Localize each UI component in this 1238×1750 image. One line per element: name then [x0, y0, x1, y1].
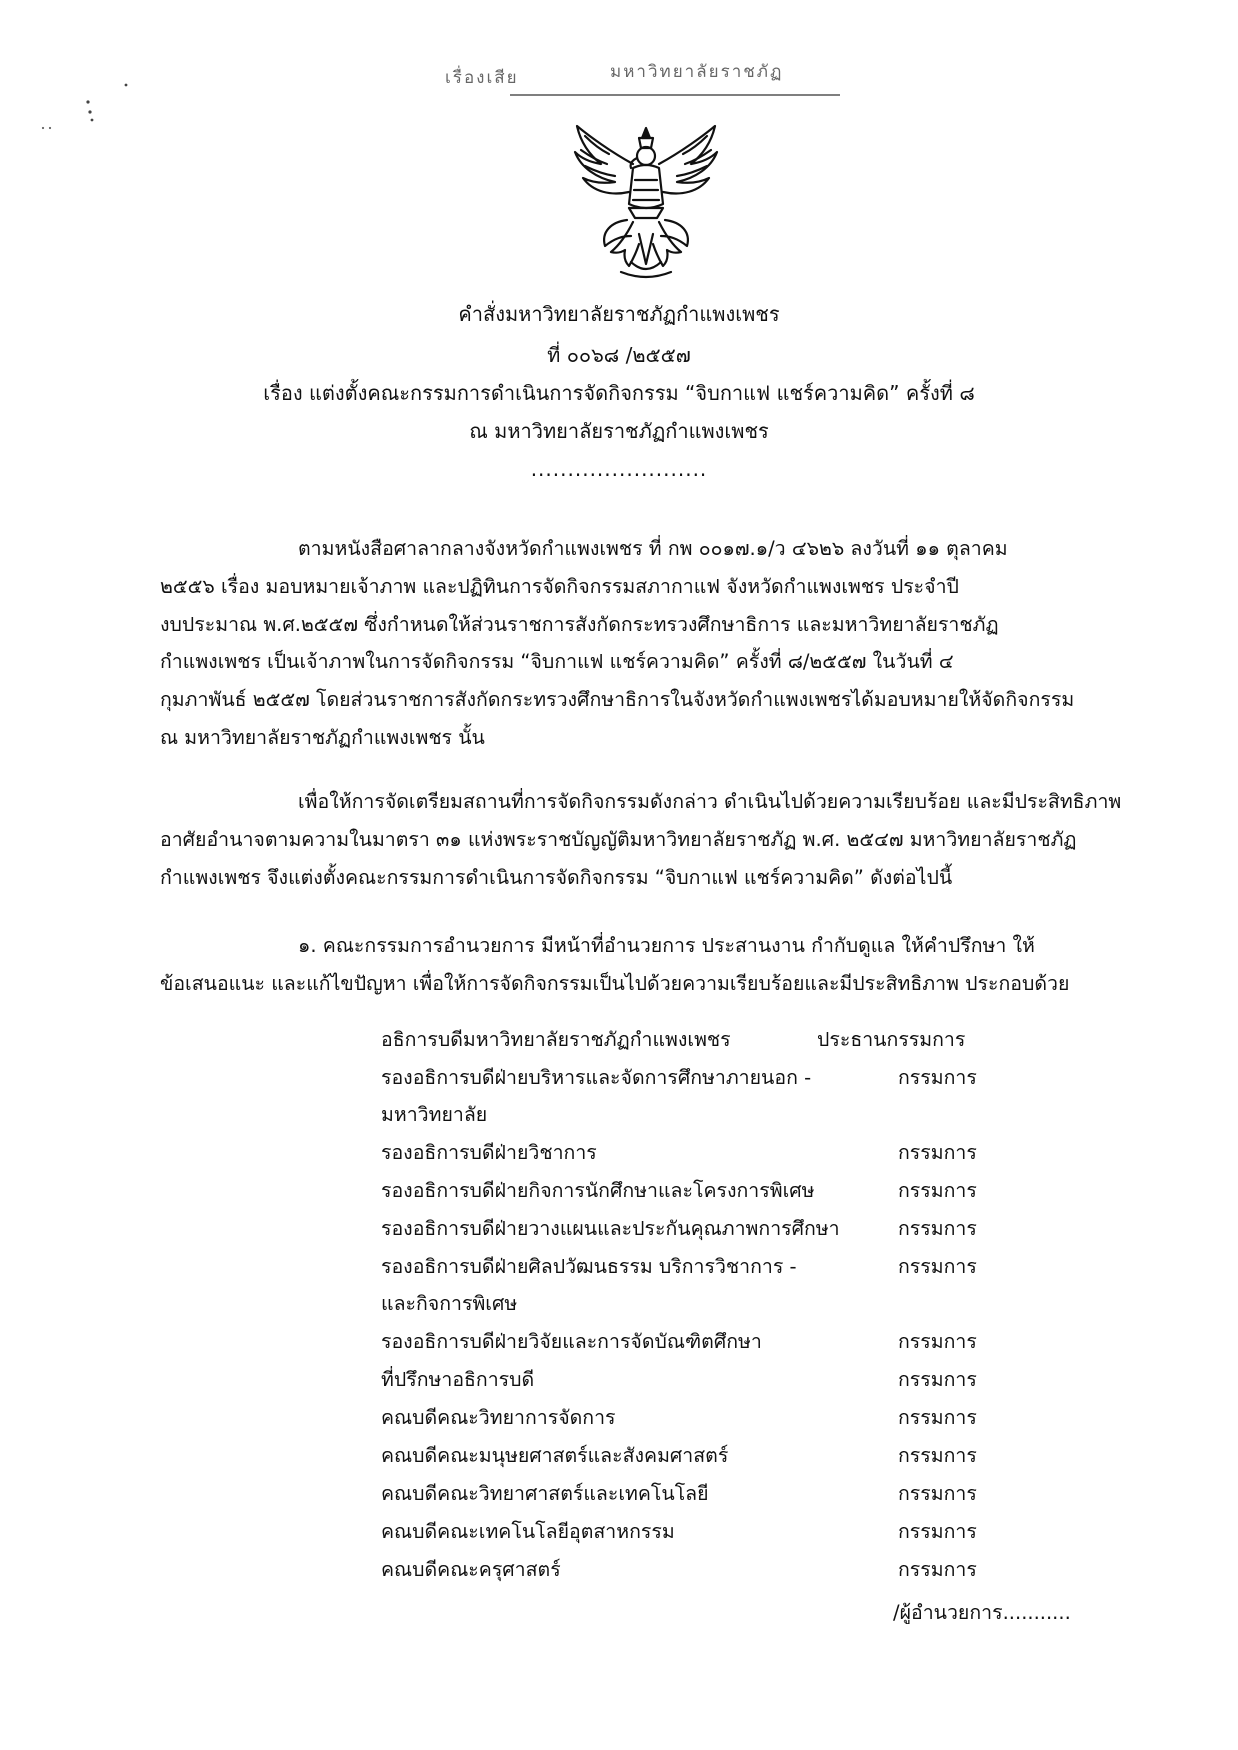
- stamp-underline: [510, 94, 840, 96]
- committee-row: [381, 1248, 1081, 1323]
- paragraph-line: กำแพงเพชร เป็นเจ้าภาพในการจัดกิจกรรม “จิบกาแฟ แชร์ความคิด” ครั้งที่ ๘/๒๕๕๗ ในวันที่ ๔: [160, 650, 954, 674]
- member-position-line2: และกิจการพิเศษ: [381, 1292, 518, 1315]
- paragraph-line: เพื่อให้การจัดเตรียมสถานที่การจัดกิจกรรมดังกล่าว ดำเนินไปด้วยความเรียบร้อย และมีประสิทธิภาพ: [298, 790, 1122, 813]
- receipt-stamp: [445, 50, 915, 100]
- member-role: กรรมการ: [898, 1330, 977, 1353]
- committee-row: [381, 1210, 1081, 1248]
- order-subject: เรื่อง แต่งตั้งคณะกรรมการดำเนินการจัดกิจกรรม “จิบกาแฟ แชร์ความคิด” ครั้งที่ ๘: [263, 381, 975, 405]
- committee-row: [381, 1475, 1081, 1513]
- committee-list: [381, 1021, 1081, 1589]
- paragraph-line: อาศัยอำนาจตามความในมาตรา ๓๑ แห่งพระราชบัญญัติมหาวิทยาลัยราชภัฏ พ.ศ. ๒๕๔๗ มหาวิทยาลัยราชภัฏ: [160, 827, 1077, 851]
- member-role: กรรมการ: [898, 1217, 977, 1240]
- member-position: คณบดีคณะเทคโนโลยีอุตสาหกรรม: [381, 1520, 675, 1543]
- member-role: กรรมการ: [898, 1179, 977, 1202]
- member-role: กรรมการ: [898, 1255, 977, 1278]
- member-position: รองอธิการบดีฝ่ายกิจการนักศึกษาและโครงการพิเศษ: [381, 1179, 815, 1202]
- paragraph-authority: [160, 783, 1122, 896]
- paragraph-line: ตามหนังสือศาลากลางจังหวัดกำแพงเพชร ที่ กพ ๐๐๑๗.๑/ว ๔๖๒๖ ลงวันที่ ๑๑ ตุลาคม: [298, 537, 1008, 560]
- scan-specks: [40, 80, 160, 160]
- member-role: ประธานกรรมการ: [817, 1028, 966, 1051]
- committee-row: [381, 1437, 1081, 1475]
- member-role: กรรมการ: [898, 1066, 977, 1089]
- committee-row: [381, 1134, 1081, 1172]
- paragraph-line: ๒๕๕๖ เรื่อง มอบหมายเจ้าภาพ และปฏิทินการจัดกิจกรรมสภากาแฟ จังหวัดกำแพงเพชร ประจำปี: [160, 574, 959, 598]
- committee-row: [381, 1059, 1081, 1134]
- member-position: คณบดีคณะมนุษยศาสตร์และสังคมศาสตร์: [381, 1444, 729, 1467]
- member-position: อธิการบดีมหาวิทยาลัยราชภัฏกำแพงเพชร: [381, 1028, 731, 1051]
- paragraph-reference: [160, 530, 1122, 757]
- paragraph-line: ณ มหาวิทยาลัยราชภัฏกำแพงเพชร นั้น: [160, 725, 485, 749]
- member-role: กรรมการ: [898, 1444, 977, 1467]
- member-position: คณบดีคณะครุศาสตร์: [381, 1558, 561, 1581]
- paragraph-line: ๑. คณะกรรมการอำนวยการ มีหน้าที่อำนวยการ ประสานงาน กำกับดูแล ให้คำปรึกษา ให้: [298, 934, 1035, 957]
- member-position: [381, 1059, 881, 1133]
- member-position-line1: รองอธิการบดีฝ่ายบริหารและจัดการศึกษาภายนอก -: [381, 1066, 812, 1089]
- header-separator: ........................: [530, 457, 708, 481]
- paragraph-line: งบประมาณ พ.ศ.๒๕๕๗ ซึ่งกำหนดให้ส่วนราชการสังกัดกระทรวงศึกษาธิการ และมหาวิทยาลัยราชภัฏ: [160, 612, 999, 636]
- order-title: คำสั่งมหาวิทยาลัยราชภัฏกำแพงเพชร: [458, 302, 780, 326]
- member-position: คณบดีคณะวิทยาศาสตร์และเทคโนโลยี: [381, 1482, 709, 1505]
- garuda-emblem-icon: [571, 122, 721, 282]
- order-location: ณ มหาวิทยาลัยราชภัฏกำแพงเพชร: [469, 419, 769, 443]
- member-position-line2: มหาวิทยาลัย: [381, 1103, 488, 1126]
- member-position: คณบดีคณะวิทยาการจัดการ: [381, 1406, 616, 1429]
- committee-row: [381, 1172, 1081, 1210]
- committee-row: [381, 1323, 1081, 1361]
- stamp-text-left: เรื่องเสีย: [445, 68, 519, 88]
- paragraph-line: ข้อเสนอแนะ และแก้ไขปัญหา เพื่อให้การจัดกิจกรรมเป็นไปด้วยความเรียบร้อยและมีประสิทธิภาพ ประกอบด้วย: [160, 971, 1070, 995]
- continuation-marker: /ผู้อำนวยการ...........: [893, 1601, 1071, 1624]
- committee-row: [381, 1021, 1081, 1059]
- paragraph-line: กุมภาพันธ์ ๒๕๕๗ โดยส่วนราชการสังกัดกระทรวงศึกษาธิการในจังหวัดกำแพงเพชรได้มอบหมายให้จัดกิจกรรม: [160, 688, 1075, 712]
- committee-row: [381, 1551, 1081, 1589]
- member-position: ที่ปรึกษาอธิการบดี: [381, 1368, 535, 1391]
- member-position: รองอธิการบดีฝ่ายวิชาการ: [381, 1141, 597, 1164]
- member-position: รองอธิการบดีฝ่ายวางแผนและประกันคุณภาพการศึกษา: [381, 1217, 840, 1240]
- member-role: กรรมการ: [898, 1368, 977, 1391]
- stamp-text-right: มหาวิทยาลัยราชภัฏ: [610, 62, 784, 82]
- paragraph-committee-duty: [160, 927, 1122, 1003]
- member-position: [381, 1248, 881, 1322]
- member-position: รองอธิการบดีฝ่ายวิจัยและการจัดบัณฑิตศึกษา: [381, 1330, 762, 1353]
- committee-row: [381, 1399, 1081, 1437]
- committee-row: [381, 1361, 1081, 1399]
- member-position-line1: รองอธิการบดีฝ่ายศิลปวัฒนธรรม บริการวิชาการ -: [381, 1255, 797, 1278]
- paragraph-line: กำแพงเพชร จึงแต่งตั้งคณะกรรมการดำเนินการจัดกิจกรรม “จิบกาแฟ แชร์ความคิด” ดังต่อไปนี้: [160, 865, 953, 889]
- member-role: กรรมการ: [898, 1482, 977, 1505]
- committee-row: [381, 1513, 1081, 1551]
- member-role: กรรมการ: [898, 1141, 977, 1164]
- member-role: กรรมการ: [898, 1558, 977, 1581]
- member-role: กรรมการ: [898, 1406, 977, 1429]
- order-number: ที่ ๐๐๖๘ /๒๕๕๗: [547, 343, 691, 367]
- member-role: กรรมการ: [898, 1520, 977, 1543]
